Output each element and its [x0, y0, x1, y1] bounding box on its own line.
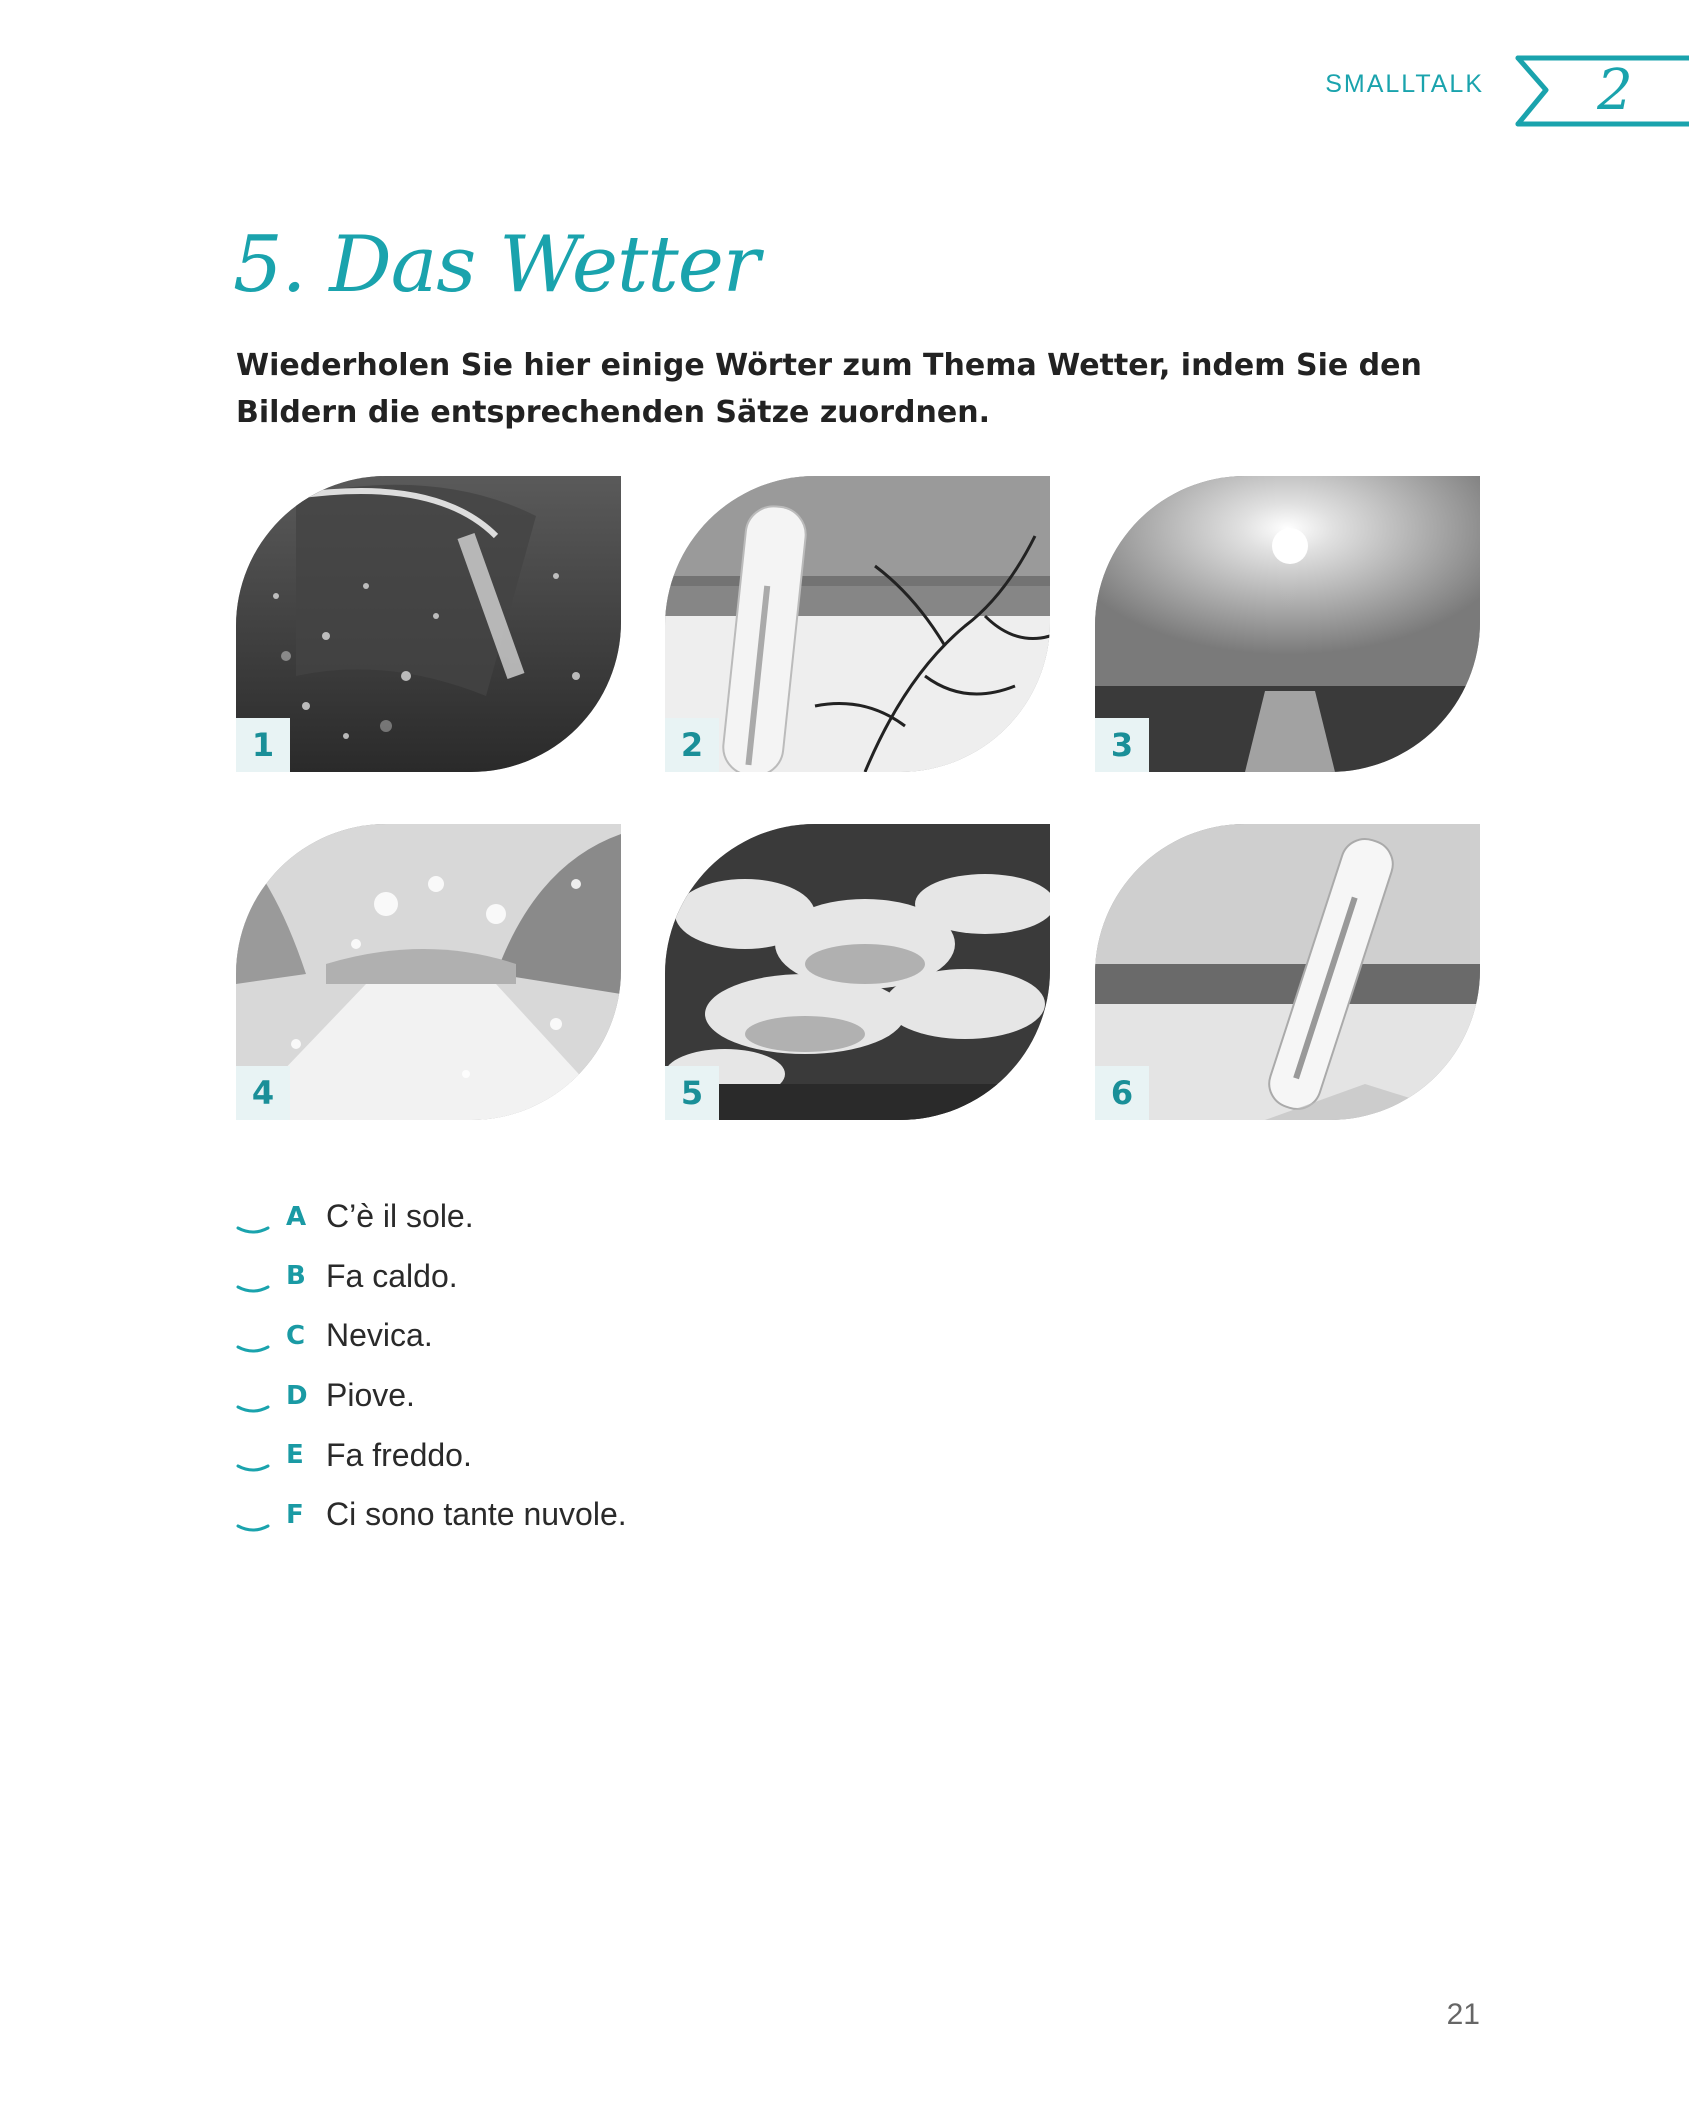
image-tile-4 [236, 824, 621, 1120]
answer-text: Nevica. [326, 1317, 433, 1354]
page-title: 5. Das Wetter [233, 220, 760, 310]
answer-letter: C [286, 1320, 306, 1351]
answer-letter: E [286, 1440, 304, 1471]
chapter-number: 2 [1597, 58, 1633, 123]
answer-item [236, 1425, 1136, 1485]
answer-text: Ci sono tante nuvole. [326, 1496, 627, 1533]
image-number: 6 [1095, 1066, 1149, 1120]
image-tile-1 [236, 476, 621, 772]
image-tile-6 [1095, 824, 1480, 1120]
answer-blank[interactable] [236, 1214, 270, 1234]
exercise-instructions: Wiederholen Sie hier einige Wörter zum Thema Wetter, indem Sie den Bildern die entsprechenden Sätze zuordnen. [236, 348, 1422, 430]
section-label: SMALLTALK [1325, 70, 1484, 98]
answer-blank[interactable] [236, 1393, 270, 1413]
answer-text: Fa freddo. [326, 1436, 472, 1473]
snow-image-icon [236, 824, 621, 1120]
image-tile-3 [1095, 476, 1480, 772]
answer-text: C’è il sole. [326, 1198, 474, 1235]
thermometer-cold-image-icon [665, 476, 1050, 772]
answer-letter: B [286, 1261, 306, 1292]
answer-blank[interactable] [236, 1452, 270, 1472]
answer-item [236, 1247, 1136, 1307]
thermometer-beach-image-icon [1095, 824, 1480, 1120]
answer-letter: A [286, 1201, 307, 1232]
sun-over-sea-image-icon [1095, 476, 1480, 772]
answer-blank[interactable] [236, 1333, 270, 1353]
answer-blank[interactable] [236, 1512, 270, 1532]
image-number: 3 [1095, 718, 1149, 772]
rain-image-icon [236, 476, 621, 772]
answer-letter: F [286, 1499, 304, 1530]
answer-letter: D [286, 1380, 308, 1411]
answer-item [236, 1306, 1136, 1366]
image-tile-2 [665, 476, 1050, 772]
answer-item [236, 1187, 1136, 1247]
page-number: 21 [1446, 1998, 1480, 2031]
answer-blank[interactable] [236, 1273, 270, 1293]
answer-list [236, 1187, 1136, 1545]
image-number: 5 [665, 1066, 719, 1120]
image-tile-5 [665, 824, 1050, 1120]
answer-item [236, 1366, 1136, 1426]
clouds-image-icon [665, 824, 1050, 1120]
image-number: 4 [236, 1066, 290, 1120]
answer-text: Fa caldo. [326, 1257, 458, 1294]
image-number: 2 [665, 718, 719, 772]
answer-item [236, 1485, 1136, 1545]
answer-text: Piove. [326, 1377, 415, 1414]
image-number: 1 [236, 718, 290, 772]
